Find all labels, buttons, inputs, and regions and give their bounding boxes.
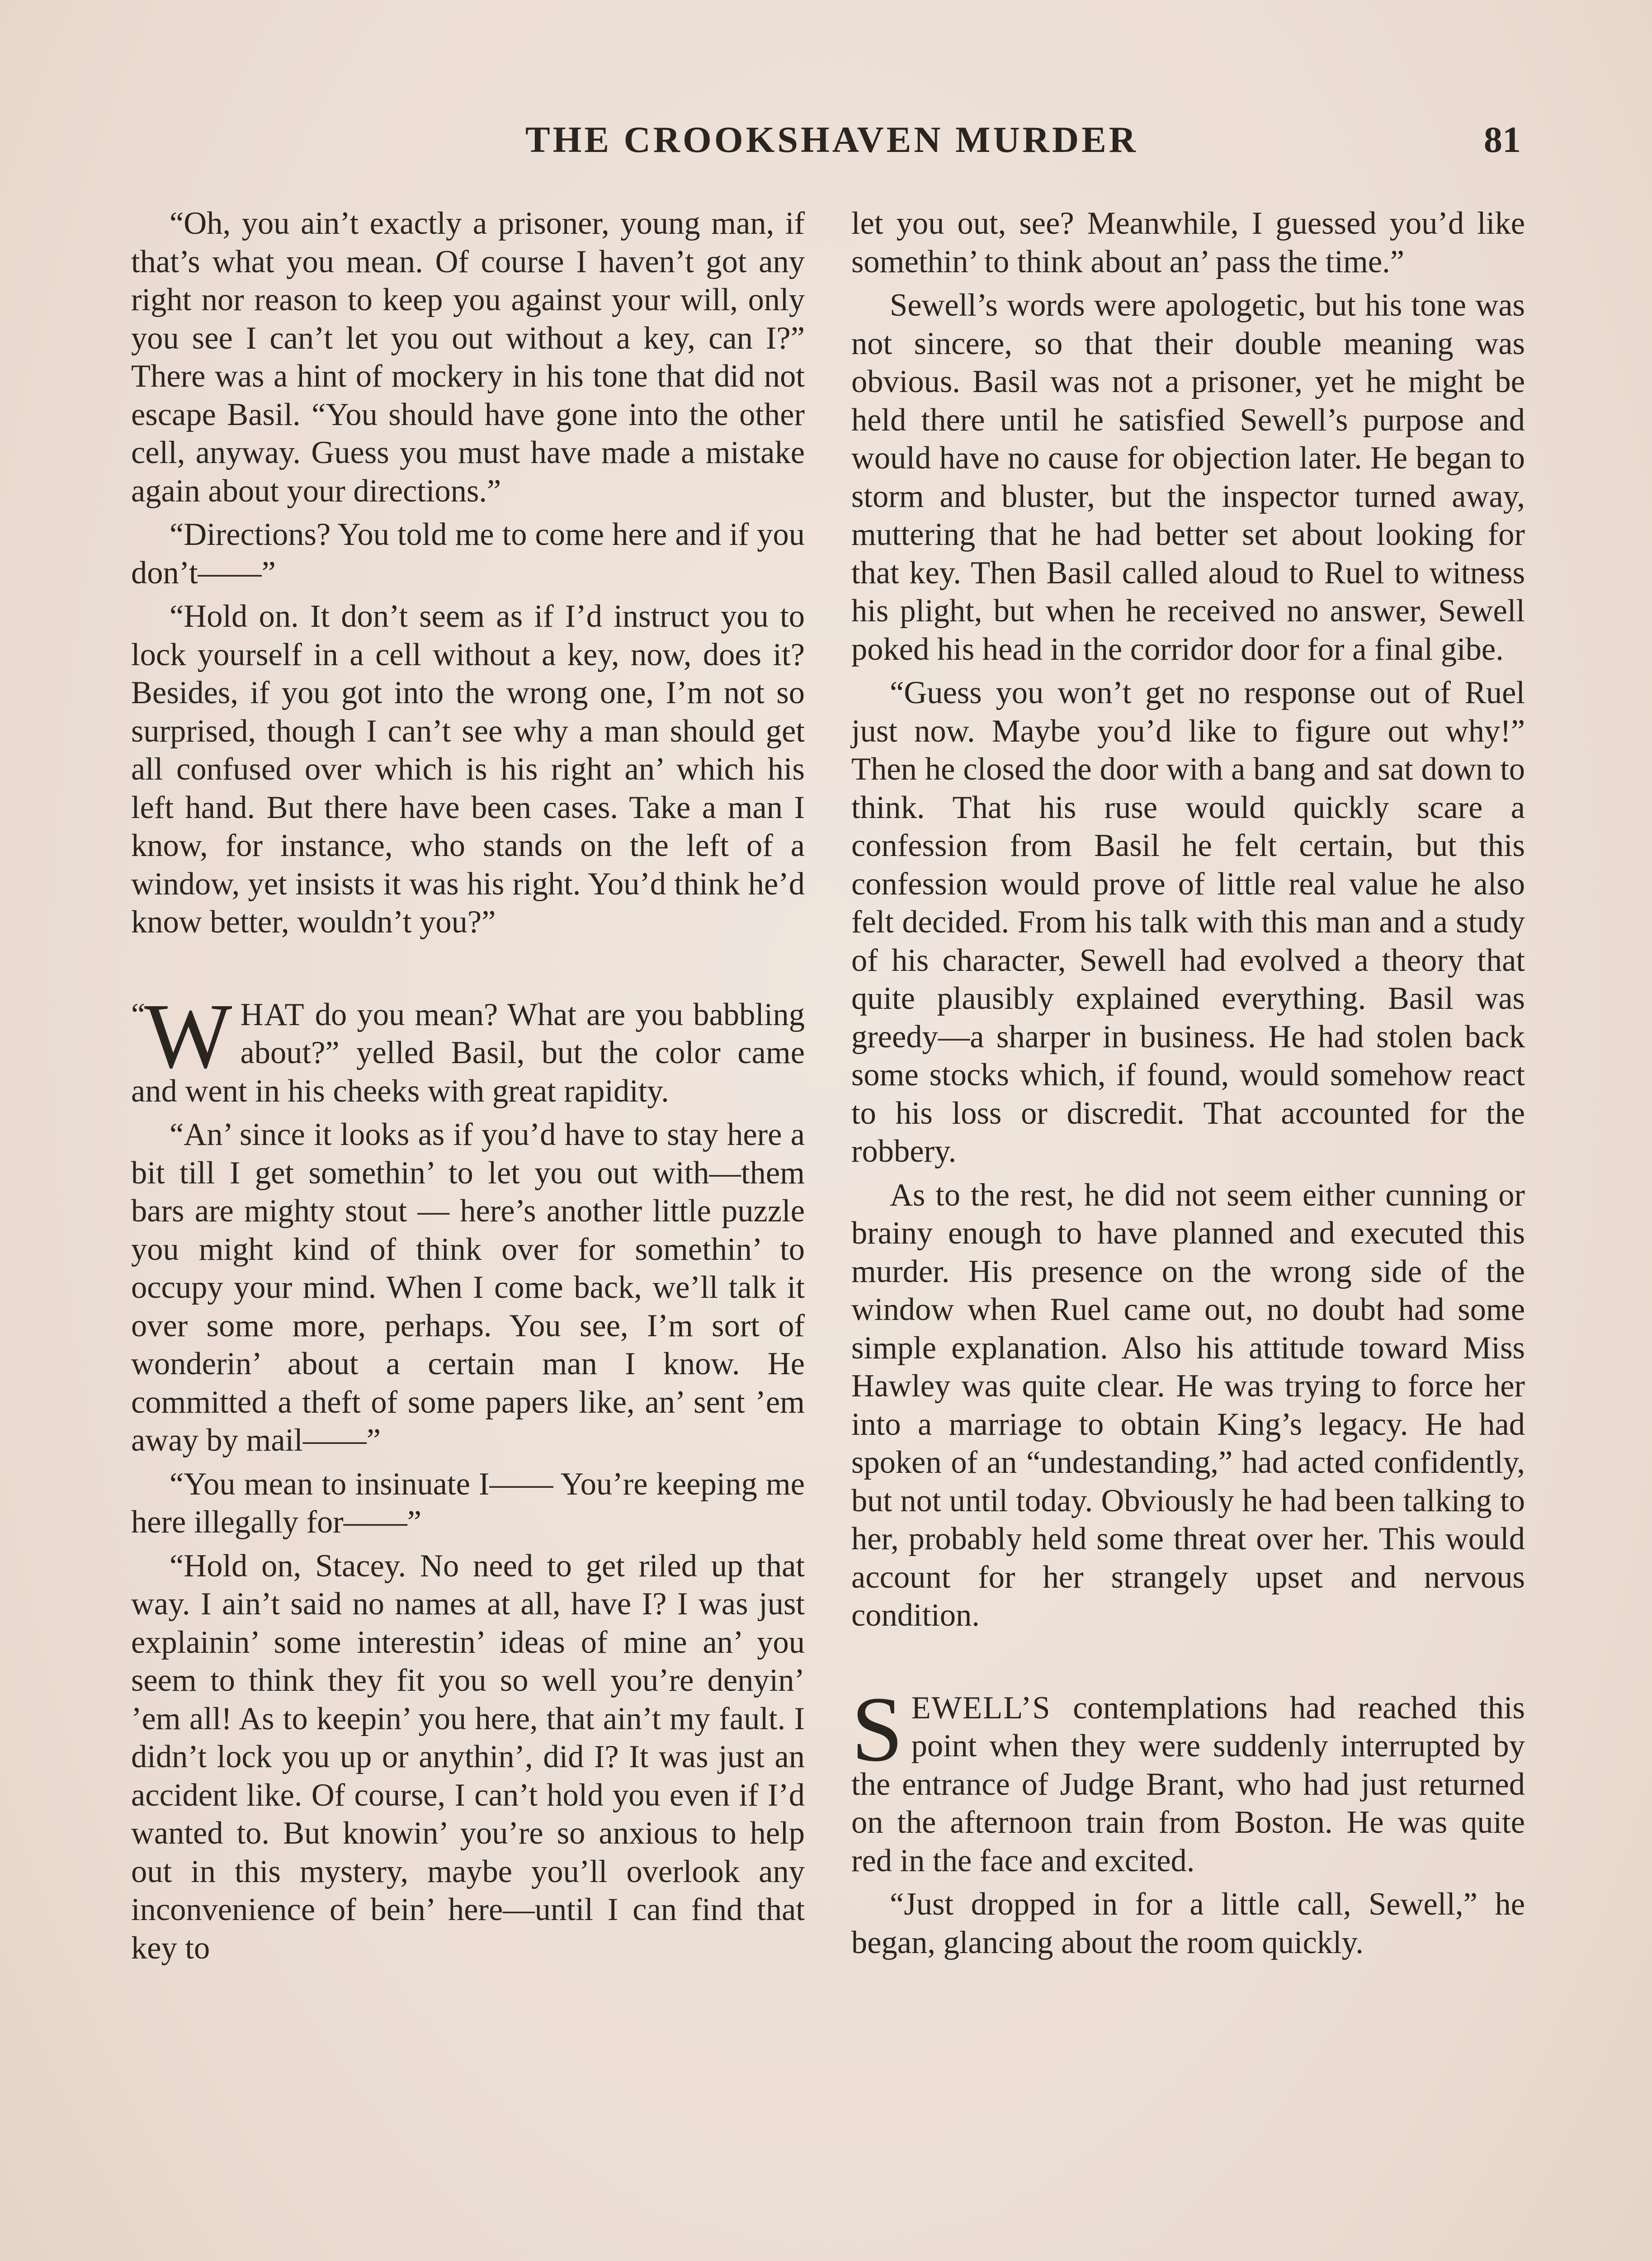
opening-quote: “ bbox=[131, 997, 146, 1032]
section-opening-paragraph bbox=[851, 1677, 1525, 1880]
paragraph: “An’ since it looks as if you’d have to stay here a bit till I get somethin’ to let you out with—them bars are mighty stout — here’s another little puzzle you might kind of think over for somethin’ to occupy your mind. When I come back, we’ll talk it over some more, perhaps. You see, I’m sort of wonderin’ about a certain man I know. He committed a theft of some papers like, an’ sent ’em away by mail——” bbox=[131, 1117, 805, 1458]
paragraph-text: do you mean? What are you babbling about?” yelled Basil, but the color came and went in his cheeks with great rapidity. bbox=[131, 997, 805, 1109]
paragraph-continuation: let you out, see? Meanwhile, I guessed you’d like somethin’ to think about an’ pass the time.” bbox=[851, 206, 1525, 279]
right-column bbox=[851, 204, 1525, 1962]
paragraph: Sewell’s words were apologetic, but his tone was not sincere, so that their double meaning was obvious. Basil was not a prisoner, yet he might be held there until he satisfied Sewell’s purpose and would have no cause for objection later. He began to storm and bluster, but the inspector turned away, muttering that he had better set about looking for that key. Then Basil called aloud to Ruel to witness his plight, but when he received no answer, Sewell poked his head in the corridor door for a final gibe. bbox=[851, 288, 1525, 667]
paragraph: “Hold on. It don’t seem as if I’d instruct you to lock yourself in a cell without a key, now, does it? Besides, if you got into the wrong one, I’m not so surprised, though I can’t see why a man should get all confused over which is his right an’ which his left hand. But there have been cases. Take a man I know, for instance, who stands on the left of a window, yet insists it was his right. You’d think he’d know better, wouldn’t you?” bbox=[131, 599, 805, 940]
running-head-title: THE CROOKSHAVEN MURDER bbox=[525, 119, 1139, 160]
page-number: 81 bbox=[1484, 119, 1521, 160]
paragraph: “Just dropped in for a little call, Sewell,” he began, glancing about the room quickly. bbox=[851, 1887, 1525, 1960]
paragraph: “Hold on, Stacey. No need to get riled up that way. I ain’t said no names at all, have I? I was just explainin’ some interestin’ ideas of mine an’ you seem to think they fit you so well you’re denyin’ ’em all! As to keepin’ you here, that ain’t my fault. I didn’t lock you up or anythin’, did I? It was just an accident like. Of course, I can’t hold you even if I’d wanted to. But knowin’ you’re so anxious to help out in this mystery, maybe you’ll overlook any inconvenience of bein’ here—until I can find that key to bbox=[131, 1548, 805, 1966]
drop-cap: S bbox=[851, 1677, 903, 1781]
small-caps-lead: HAT bbox=[240, 997, 305, 1032]
paragraph: “You mean to insinuate I—— You’re keeping me here illegally for——” bbox=[131, 1466, 805, 1540]
paragraph: As to the rest, he did not seem either cunning or brainy enough to have planned and executed this murder. His presence on the wrong side of the window when Ruel came out, no doubt had some simple explanation. Also his attitude toward Miss Hawley was quite clear. He was trying to force her into a marriage to obtain King’s legacy. He had spoken of an “undestanding,” had acted confidently, but not until today. Obviously he had been talking to her, probably held some threat over her. This would account for her strangely upset and nervous condition. bbox=[851, 1177, 1525, 1633]
paragraph-text: contemplations had reached this point when they were suddenly interrupted by the entrance of Judge Brant, who had just returned on the afternoon train from Boston. He was quite red in the face and excited. bbox=[851, 1690, 1525, 1878]
small-caps-lead: EWELL’S bbox=[911, 1690, 1051, 1726]
drop-cap: W bbox=[144, 984, 232, 1088]
paragraph: “Guess you won’t get no response out of Ruel just now. Maybe you’d like to figure out why!” Then he closed the door with a bang and sat down to think. That his ruse would quickly scare a confession from Basil he felt certain, but this confession would prove of little real value he also felt decided. From his talk with this man and a study of his character, Sewell had evolved a theory that quite plausibly explained everything. Basil was greedy—a sharper in business. He had stolen back some stocks which, if found, would somehow react to his loss or discredit. That accounted for the robbery. bbox=[851, 675, 1525, 1169]
paragraph: “Oh, you ain’t exactly a prisoner, young man, if that’s what you mean. Of course I haven’t got any right nor reason to keep you against your will, only you see I can’t let you out without a key, can I?” There was a hint of mockery in his tone that did not escape Basil. “You should have gone into the other cell, anyway. Guess you must have made a mistake again about your directions.” bbox=[131, 206, 805, 509]
left-column bbox=[131, 204, 805, 1967]
paragraph: “Directions? You told me to come here and if you don’t——” bbox=[131, 517, 805, 591]
section-opening-paragraph bbox=[131, 984, 805, 1111]
